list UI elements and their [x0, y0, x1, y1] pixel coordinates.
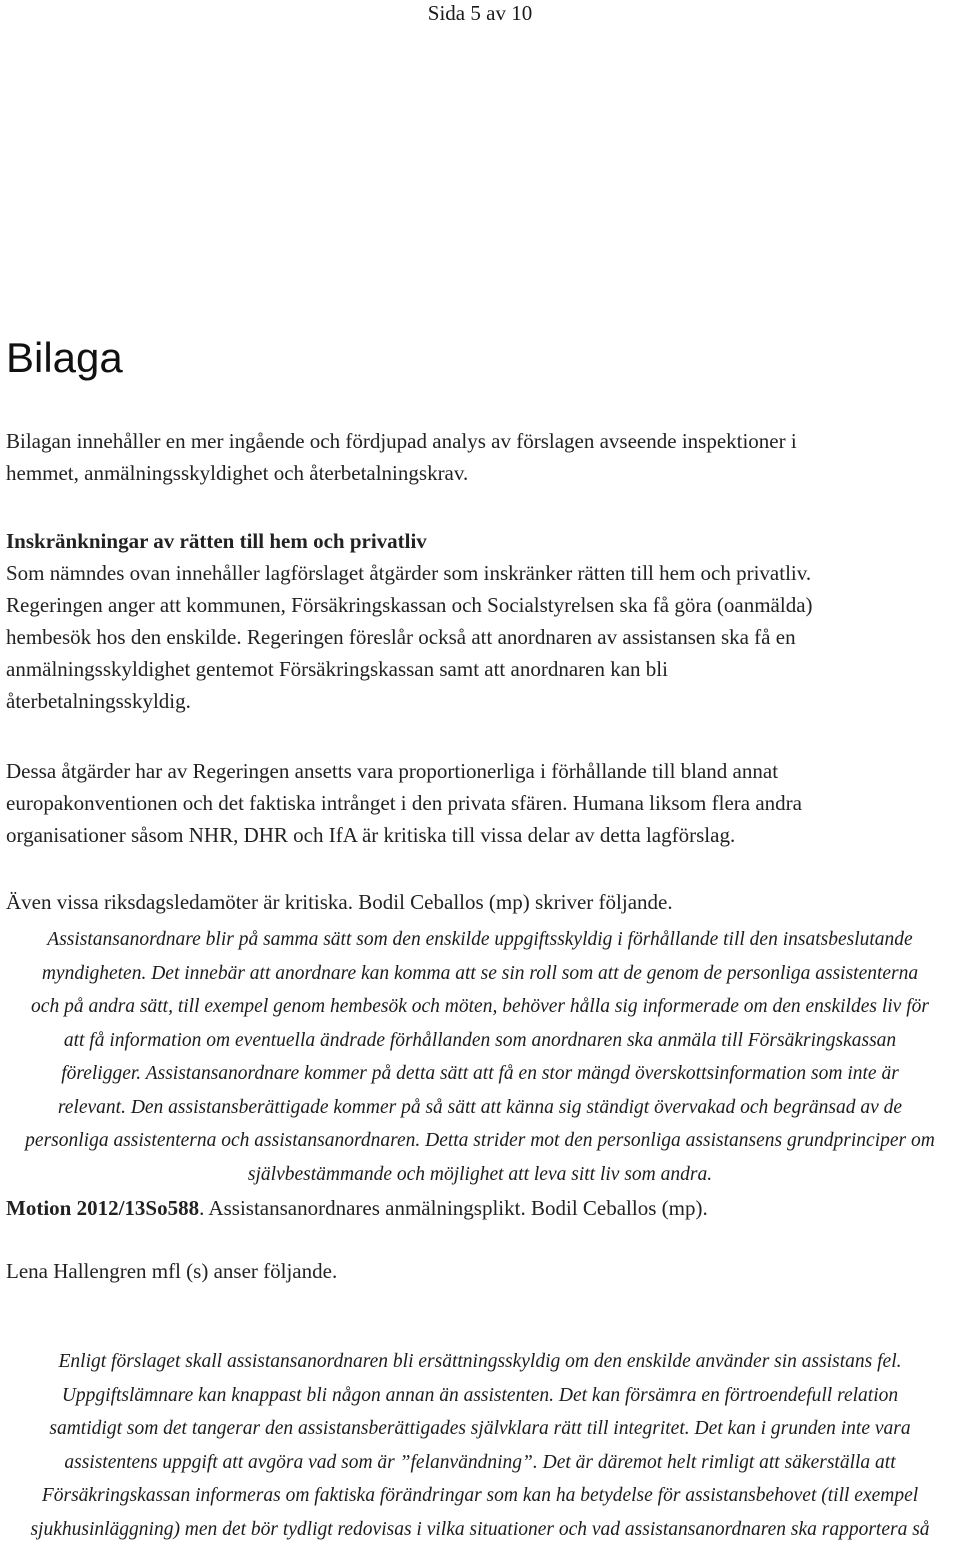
paragraph-hallengren: Lena Hallengren mfl (s) anser följande.: [6, 1259, 338, 1283]
quote-line: personliga assistenterna och assistansanordnaren. Detta strider mot den personliga assistansens grundprinciper om: [25, 1130, 935, 1151]
section-line: hembesök hos den enskilde. Regeringen föreslår också att anordnaren av assistansen ska få en: [6, 625, 796, 649]
section-line: Som nämndes ovan innehåller lagförslaget åtgärder som inskränker rätten till hem och privatliv.: [6, 561, 812, 585]
citation-motion: [6, 1192, 956, 1224]
quote-line: föreligger. Assistansanordnare kommer på detta sätt att få en stor mängd överskottsinformation som inte är: [61, 1063, 899, 1084]
quote-line: Försäkringskassan informeras om faktiska förändringar som kan ha betydelse för assistansbehovet (till exempel: [41, 1485, 919, 1506]
paragraph-line: Dessa åtgärder har av Regeringen ansetts vara proportionerliga i förhållande till bland annat: [6, 759, 779, 783]
section-line: anmälningsskyldighet gentemot Försäkringskassan samt att anordnaren kan bli: [6, 657, 668, 681]
page-title: Bilaga: [6, 334, 123, 381]
paragraph-riksdag: Även vissa riksdagsledamöter är kritiska. Bodil Ceballos (mp) skriver följande.: [6, 890, 673, 914]
quote-line: Assistansanordnare blir på samma sätt som den enskilde uppgiftsskyldig i förhållande till den insatsbeslutande: [47, 929, 913, 950]
citation-motion-number: Motion 2012/13So588: [6, 1196, 200, 1220]
quote-line: sjukhusinläggning) men det bör tydligt redovisas i vilka situationer och vad assistansanordnaren ska rapportera så: [30, 1518, 930, 1540]
quote-line: assistentens uppgift att avgöra vad som är ”felanvändning”. Det är däremot helt rimligt att säkerställa att: [64, 1451, 896, 1473]
quote-line: självbestämmande och möjlighet att leva sitt liv som andra.: [247, 1163, 713, 1185]
quote-line: att få information om eventuella ändrade förhållanden som anordnaren ska anmäla till Försäkringskassan: [63, 1029, 897, 1051]
intro-line: hemmet, anmälningsskyldighet och återbetalningskrav.: [6, 461, 469, 485]
quote-ceballos: [0, 923, 960, 1191]
section-line: återbetalningsskyldig.: [6, 689, 191, 713]
page-number-header: Sida 5 av 10: [427, 1, 533, 25]
quote-line: samtidigt som det tangerar den assistansberättigades självklara rätt till integritet. Det kan i grunden inte vara: [49, 1418, 911, 1439]
paragraph-line: europakonventionen och det faktiska intrånget i den privata sfären. Humana liksom flera andra: [6, 791, 802, 815]
quote-line: och på andra sätt, till exempel genom hembesök och möten, behöver hålla sig informerade om den enskildes liv för: [31, 996, 929, 1017]
paragraph-line: organisationer såsom NHR, DHR och IfA är kritiska till vissa delar av detta lagförslag.: [6, 823, 736, 847]
citation-text: . Assistansanordnares anmälningsplikt. Bodil Ceballos (mp).: [199, 1196, 708, 1220]
section-heading: Inskränkningar av rätten till hem och privatliv: [6, 529, 427, 553]
paragraph-proportionality: [6, 755, 956, 851]
quote-line: Enligt förslaget skall assistansanordnaren bli ersättningsskyldig om den enskilde använder sin assistans fel.: [58, 1351, 902, 1372]
quote-line: myndigheten. Det innebär att anordnare kan komma att se sin roll som att de genom de personliga assistenterna: [41, 962, 919, 984]
intro-line: Bilagan innehåller en mer ingående och fördjupad analys av förslagen avseende inspektioner i: [6, 429, 797, 453]
quote-line: relevant. Den assistansberättigade kommer på så sätt att känna sig ständigt övervakad och begränsad av de: [57, 1096, 903, 1118]
quote-hallengren: [0, 1345, 960, 1546]
section-inskrankningar: [6, 525, 956, 717]
quote-line: Uppgiftslämnare kan knappast bli någon annan än assistenten. Det kan försämra en förtroendefull relation: [61, 1384, 899, 1406]
section-line: Regeringen anger att kommunen, Försäkringskassan och Socialstyrelsen ska få göra (oanmälda): [6, 593, 813, 617]
intro-paragraph: [6, 425, 956, 489]
